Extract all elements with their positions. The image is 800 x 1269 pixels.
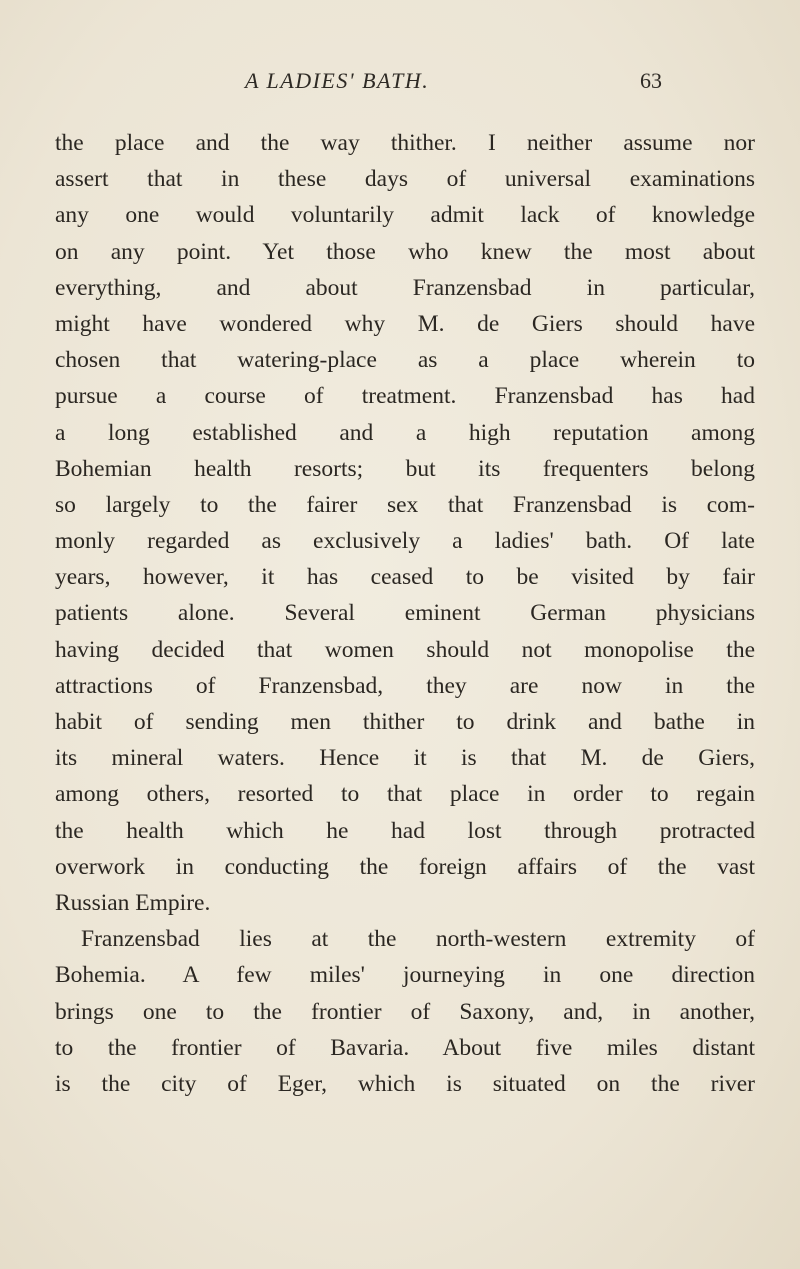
paragraph-1	[55, 125, 755, 921]
text-line: on any point. Yet those who knew the most about	[55, 238, 755, 265]
text-line: a long established and a high reputation among	[55, 419, 755, 446]
text-line: having decided that women should not monopolise the	[55, 636, 755, 663]
paragraph-2	[55, 921, 755, 1102]
text-line: the place and the way thither. I neither assume nor	[55, 130, 755, 156]
text-line: patients alone. Several eminent German physicians	[55, 600, 755, 627]
text-line: chosen that watering-place as a place wherein to	[55, 347, 755, 374]
text-line: so largely to the fairer sex that Franzensbad is com-	[55, 491, 755, 518]
text-line: the health which he had lost through protracted	[55, 817, 755, 844]
text-line: is the city of Eger, which is situated on the river	[55, 1070, 755, 1097]
page-header	[0, 68, 800, 98]
text-line: might have wondered why M. de Giers should have	[55, 310, 755, 337]
text-line: monly regarded as exclusively a ladies' bath. Of late	[55, 528, 755, 555]
text-line: Bohemian health resorts; but its frequenters belong	[55, 455, 755, 482]
running-head: A LADIES' BATH.	[245, 68, 430, 93]
text-line: its mineral waters. Hence it is that M. de Giers,	[55, 745, 755, 772]
text-line: habit of sending men thither to drink and bathe in	[55, 709, 755, 735]
body-text	[55, 125, 755, 1102]
text-line: Bohemia. A few miles' journeying in one direction	[55, 962, 755, 989]
text-line: any one would voluntarily admit lack of knowledge	[55, 202, 755, 229]
text-line: years, however, it has ceased to be visited by fair	[55, 564, 755, 591]
text-line: everything, and about Franzensbad in particular,	[55, 274, 755, 301]
text-line: pursue a course of treatment. Franzensbad has had	[55, 383, 755, 410]
text-line: Franzensbad lies at the north-western extremity of	[81, 926, 755, 953]
text-line: brings one to the frontier of Saxony, and, in another,	[55, 998, 755, 1025]
page-number: 63	[640, 68, 662, 93]
text-line: overwork in conducting the foreign affairs of the vast	[55, 853, 755, 880]
text-line: assert that in these days of universal examinations	[55, 166, 755, 193]
text-line: Russian Empire.	[55, 889, 211, 916]
text-line: attractions of Franzensbad, they are now in the	[55, 672, 755, 699]
text-line: among others, resorted to that place in order to regain	[55, 781, 755, 808]
text-line: to the frontier of Bavaria. About five miles distant	[55, 1034, 755, 1061]
